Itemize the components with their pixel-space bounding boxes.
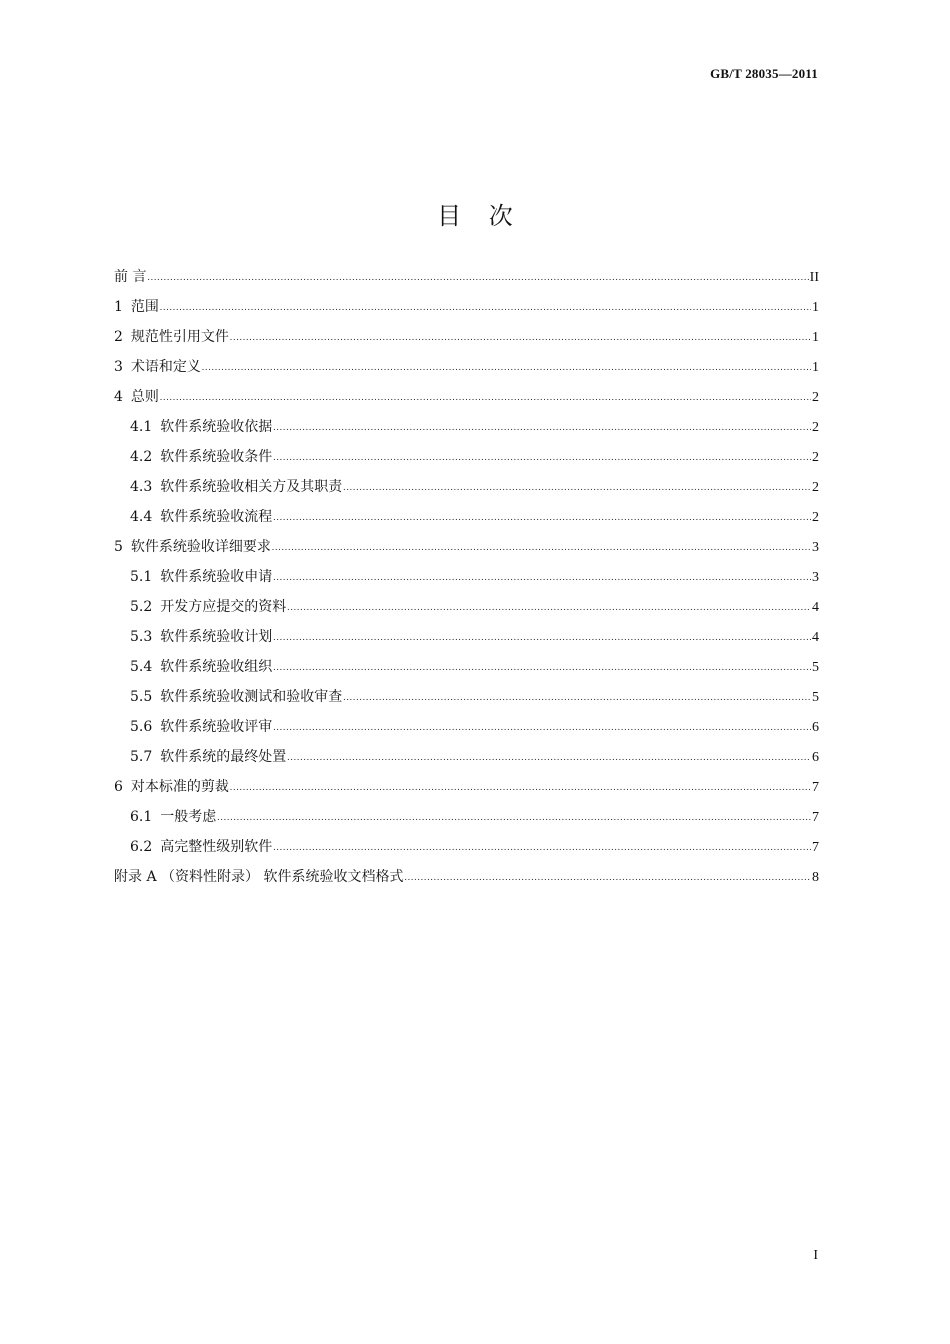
toc-entry[interactable] xyxy=(114,292,819,322)
toc-entry[interactable] xyxy=(114,682,819,712)
toc-entry[interactable] xyxy=(114,652,819,682)
toc-entry-title: 软件系统验收相关方及其职责 xyxy=(160,479,343,495)
dot-leader xyxy=(160,382,811,412)
toc-entry-number: 2 xyxy=(114,329,123,345)
toc-entry-number: 5.7 xyxy=(130,749,153,765)
toc-entry[interactable] xyxy=(114,472,819,502)
toc-entry-page: 7 xyxy=(812,810,819,825)
toc-entry-title: 软件系统验收测试和验收审查 xyxy=(160,689,343,705)
toc-entry[interactable] xyxy=(114,802,819,832)
toc-entry[interactable] xyxy=(114,442,819,472)
toc-entry[interactable] xyxy=(114,502,819,532)
toc-entry-page: 1 xyxy=(812,360,819,375)
dot-leader xyxy=(273,502,811,532)
toc-entry-page: 7 xyxy=(812,840,819,855)
toc-entry-page: 7 xyxy=(812,780,819,795)
toc-entry-title: 软件系统的最终处置 xyxy=(160,749,287,765)
toc-entry-number: 4.2 xyxy=(130,449,153,465)
toc-entry[interactable] xyxy=(114,562,819,592)
toc-entry-page: 6 xyxy=(812,720,819,735)
toc-entry-number: 5.6 xyxy=(130,719,153,735)
dot-leader xyxy=(287,742,811,772)
toc-entry-page: 6 xyxy=(812,750,819,765)
toc-entry-number: 5.3 xyxy=(130,629,153,645)
toc-entry-number: 4.1 xyxy=(130,419,153,435)
toc-entry-page: 2 xyxy=(812,390,819,405)
dot-leader xyxy=(273,832,811,862)
toc-entry-title: 术语和定义 xyxy=(130,359,201,375)
toc-entry-title: 开发方应提交的资料 xyxy=(160,599,287,615)
toc-entry-number: 1 xyxy=(114,299,123,315)
toc-entry-page: 5 xyxy=(812,660,819,675)
dot-leader xyxy=(160,292,811,322)
toc-entry-page: 4 xyxy=(812,630,819,645)
toc-entry-title: 对本标准的剪裁 xyxy=(130,779,229,795)
toc-entry-title: 范围 xyxy=(130,299,159,315)
toc-entry-title: 软件系统验收流程 xyxy=(160,509,273,525)
dot-leader xyxy=(343,682,811,712)
toc-entry-title: 前 言 xyxy=(114,269,147,285)
toc-entry[interactable] xyxy=(114,832,819,862)
toc-entry[interactable] xyxy=(114,772,819,802)
dot-leader xyxy=(230,772,811,802)
toc-entry[interactable] xyxy=(114,382,819,412)
toc-entry-title: 一般考虑 xyxy=(160,809,217,825)
table-of-contents xyxy=(114,262,819,892)
toc-entry[interactable] xyxy=(114,412,819,442)
toc-entry-title: 软件系统验收组织 xyxy=(160,659,273,675)
toc-entry-number: 5.1 xyxy=(130,569,153,585)
toc-entry-page: 3 xyxy=(812,570,819,585)
dot-leader xyxy=(404,862,811,892)
standard-code: GB/T 28035—2011 xyxy=(710,66,818,81)
dot-leader xyxy=(217,802,811,832)
dot-leader xyxy=(273,412,811,442)
toc-entry-page: 4 xyxy=(812,600,819,615)
dot-leader xyxy=(147,262,808,292)
toc-entry[interactable] xyxy=(114,532,819,562)
toc-entry[interactable] xyxy=(114,622,819,652)
toc-entry[interactable] xyxy=(114,592,819,622)
dot-leader xyxy=(230,322,811,352)
toc-entry-number: 6 xyxy=(114,779,123,795)
dot-leader xyxy=(273,442,811,472)
toc-entry-title: 软件系统验收依据 xyxy=(160,419,273,435)
toc-entry-title: 规范性引用文件 xyxy=(130,329,229,345)
toc-entry-number: 4.4 xyxy=(130,509,153,525)
toc-entry-number: 5 xyxy=(114,539,123,555)
toc-entry-page: 3 xyxy=(812,540,819,555)
toc-entry-page: 2 xyxy=(812,420,819,435)
toc-entry-number: 3 xyxy=(114,359,123,375)
toc-entry-number: 5.2 xyxy=(130,599,153,615)
dot-leader xyxy=(343,472,811,502)
toc-entry-title: 软件系统验收计划 xyxy=(160,629,273,645)
dot-leader xyxy=(273,562,811,592)
toc-entry-page: II xyxy=(809,270,819,285)
toc-entry[interactable] xyxy=(114,712,819,742)
dot-leader xyxy=(287,592,811,622)
toc-entry-title: 高完整性级别软件 xyxy=(160,839,273,855)
toc-entry[interactable] xyxy=(114,742,819,772)
toc-entry-title: 软件系统验收详细要求 xyxy=(130,539,271,555)
toc-entry-page: 2 xyxy=(812,510,819,525)
toc-entry-number: 6.2 xyxy=(130,839,153,855)
toc-entry-number: 6.1 xyxy=(130,809,153,825)
toc-entry-number: 4.3 xyxy=(130,479,153,495)
toc-entry[interactable] xyxy=(114,352,819,382)
page-title: 目 次 xyxy=(437,202,523,230)
dot-leader xyxy=(272,532,811,562)
toc-entry[interactable] xyxy=(114,322,819,352)
toc-entry-title: 软件系统验收评审 xyxy=(160,719,273,735)
toc-entry-page: 1 xyxy=(812,300,819,315)
toc-entry-number: 5.5 xyxy=(130,689,153,705)
toc-entry-page: 1 xyxy=(812,330,819,345)
toc-entry-title: 总则 xyxy=(130,389,159,405)
toc-entry-page: 5 xyxy=(812,690,819,705)
toc-entry-title: 软件系统验收条件 xyxy=(160,449,273,465)
page-number: I xyxy=(813,1248,818,1263)
toc-entry[interactable] xyxy=(114,862,819,892)
toc-entry-page: 8 xyxy=(812,870,819,885)
toc-entry[interactable] xyxy=(114,262,819,292)
toc-entry-title: 软件系统验收申请 xyxy=(160,569,273,585)
toc-entry-number: 5.4 xyxy=(130,659,153,675)
dot-leader xyxy=(202,352,811,382)
toc-entry-number: 4 xyxy=(114,389,123,405)
toc-entry-page: 2 xyxy=(812,450,819,465)
dot-leader xyxy=(273,712,811,742)
dot-leader xyxy=(273,652,811,682)
dot-leader xyxy=(273,622,811,652)
toc-entry-page: 2 xyxy=(812,480,819,495)
toc-entry-title: 附录 A （资料性附录） 软件系统验收文档格式 xyxy=(114,869,404,885)
